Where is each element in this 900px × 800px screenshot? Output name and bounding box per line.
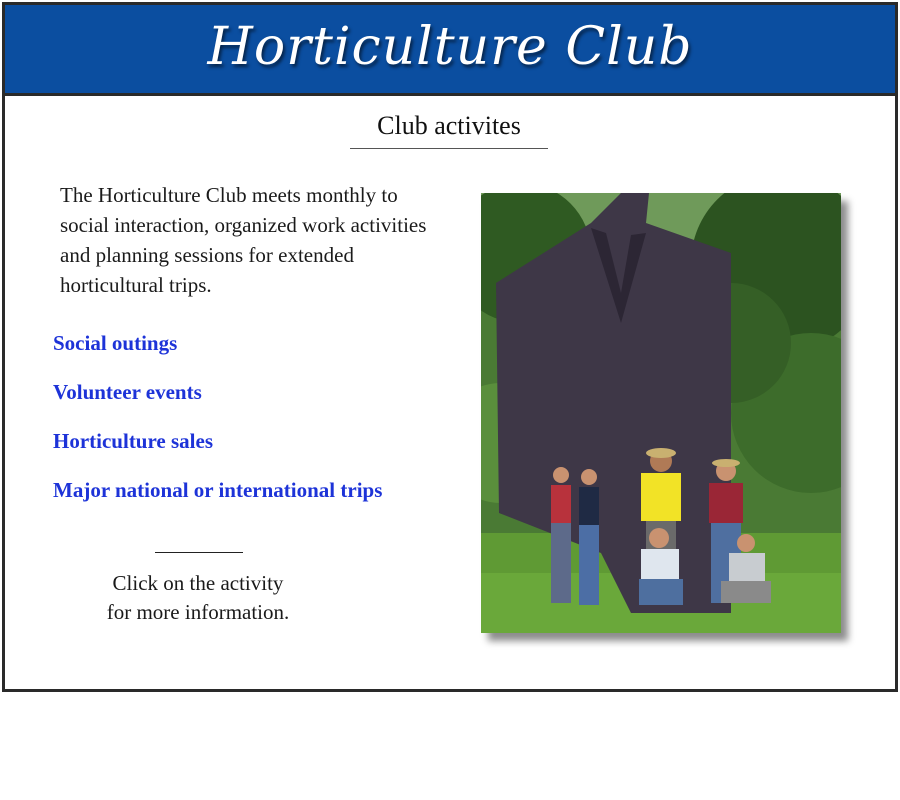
intro-paragraph: The Horticulture Club meets monthly to social interaction, organized work activities and planning sessions for extended horticultural trips. — [60, 183, 427, 297]
link-major-trips[interactable]: Major national or international trips — [53, 478, 383, 502]
page-subtitle: Club activites — [377, 111, 521, 140]
click-hint — [73, 569, 323, 627]
link-volunteer-events[interactable]: Volunteer events — [53, 380, 202, 404]
link-social-outings[interactable]: Social outings — [53, 331, 178, 355]
page-frame — [2, 2, 898, 692]
activity-links — [53, 331, 382, 527]
hint-line-1: Click on the activity — [112, 571, 284, 595]
subtitle-divider — [350, 148, 548, 149]
header-banner — [5, 5, 895, 96]
activity-item — [53, 380, 382, 429]
club-group-photo — [481, 193, 841, 633]
activity-item — [53, 331, 382, 380]
activity-item — [53, 478, 382, 527]
photo-illustration — [481, 193, 841, 633]
site-title: Horticulture Club — [207, 17, 693, 77]
hint-divider — [155, 552, 243, 553]
hint-line-2: for more information. — [106, 600, 290, 624]
link-horticulture-sales[interactable]: Horticulture sales — [53, 429, 214, 453]
activity-item — [53, 429, 382, 478]
